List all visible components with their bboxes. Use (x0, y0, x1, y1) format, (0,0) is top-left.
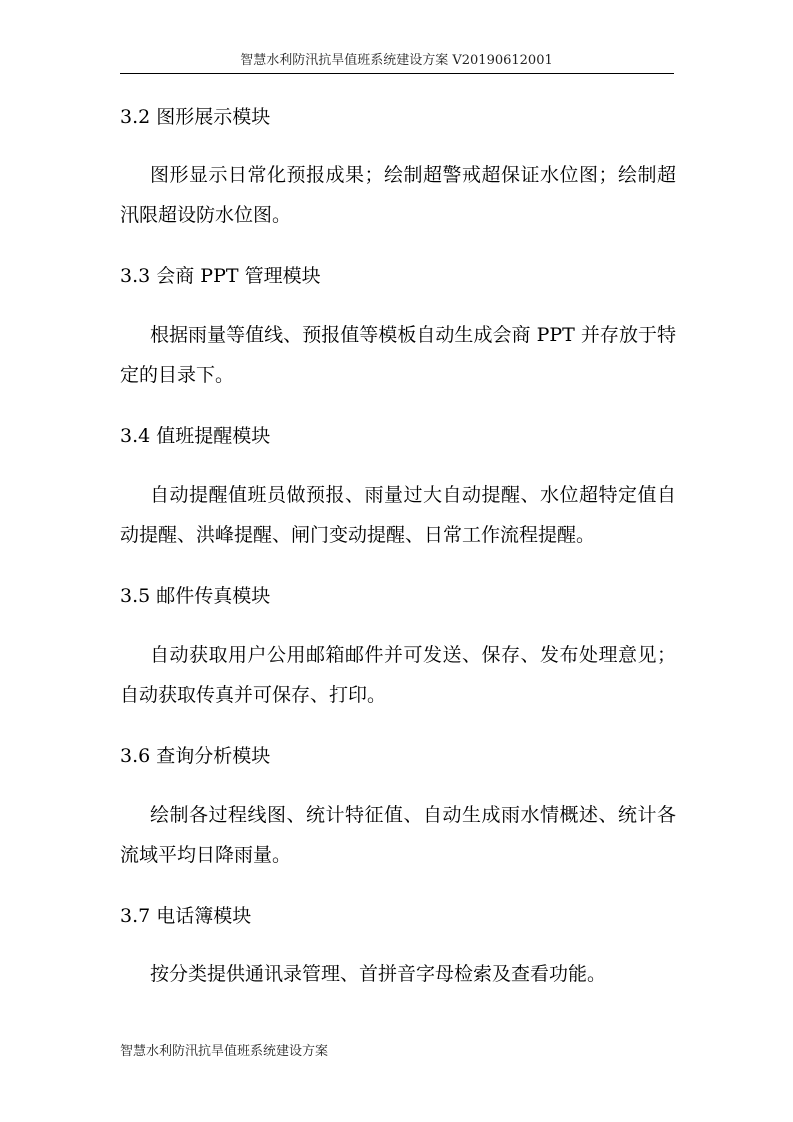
section-body-3-5: 自动获取用户公用邮箱邮件并可发送、保存、发布处理意见；自动获取传真并可保存、打印。 (120, 644, 676, 706)
page-header-title: 智慧水利防汛抗旱值班系统建设方案 V20190612001 (240, 53, 553, 68)
section-body-3-4: 自动提醒值班员做预报、雨量过大自动提醒、水位超特定值自动提醒、洪峰提醒、闸门变动提醒、日常工作流程提醒。 (120, 484, 676, 546)
page-footer-title: 智慧水利防汛抗旱值班系统建设方案 (120, 1044, 329, 1059)
section-heading-3-6: 3.6 查询分析模块 (120, 745, 271, 767)
section-heading-3-4: 3.4 值班提醒模块 (120, 425, 271, 447)
section-heading-3-7: 3.7 电话簿模块 (120, 905, 252, 927)
section-body-3-3: 根据雨量等值线、预报值等模板自动生成会商 PPT 并存放于特定的目录下。 (120, 324, 676, 386)
section-body-3-6: 绘制各过程线图、统计特征值、自动生成雨水情概述、统计各流域平均日降雨量。 (120, 804, 676, 866)
section-body-3-7: 按分类提供通讯录管理、首拼音字母检索及查看功能。 (150, 963, 607, 985)
section-body-3-2: 图形显示日常化预报成果；绘制超警戒超保证水位图；绘制超汛限超设防水位图。 (120, 164, 676, 226)
section-heading-3-3: 3.3 会商 PPT 管理模块 (120, 265, 321, 287)
section-heading-3-2: 3.2 图形展示模块 (120, 106, 271, 128)
header-divider (120, 73, 674, 74)
section-heading-3-5: 3.5 邮件传真模块 (120, 585, 271, 607)
